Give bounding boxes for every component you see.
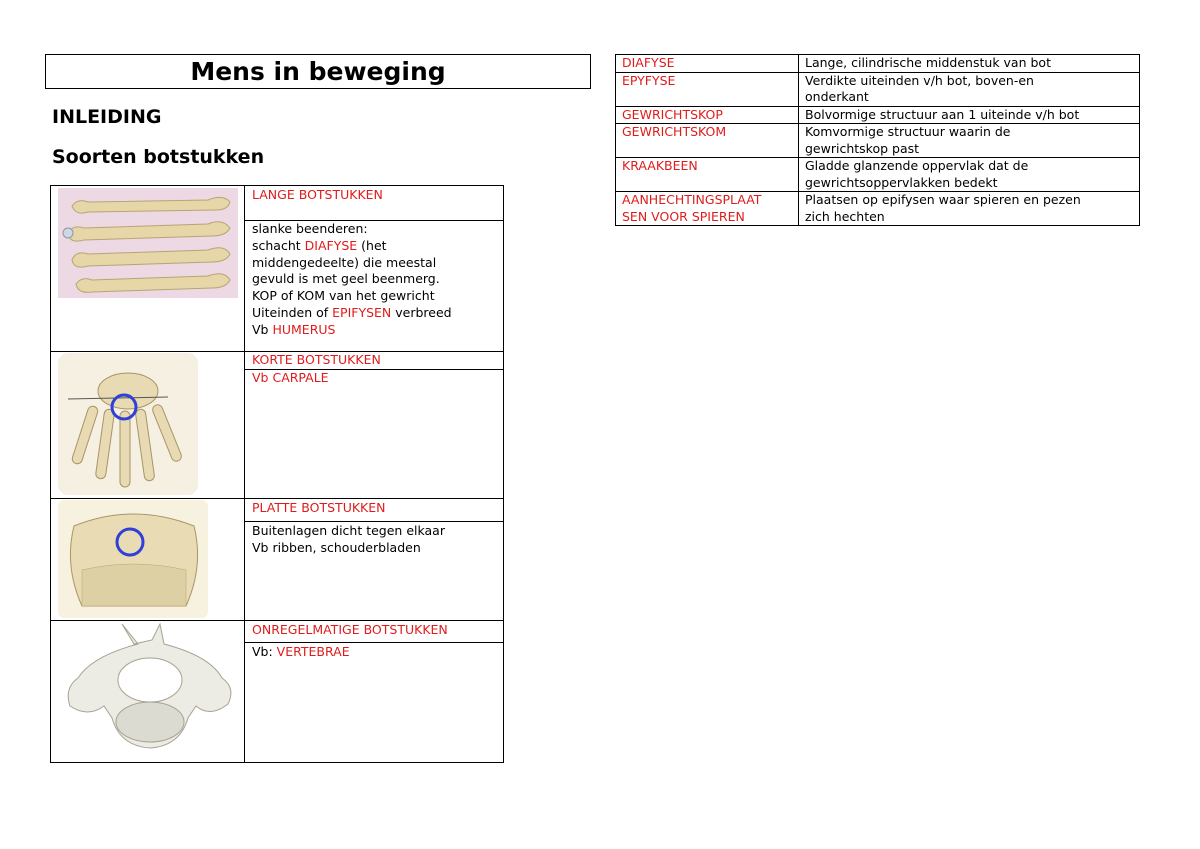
term-highlight: EPIFYSEN bbox=[332, 304, 392, 320]
hand-bones-image bbox=[58, 353, 198, 495]
glossary-term: DIAFYSE bbox=[616, 55, 799, 73]
description-line: Vb ribben, schouderbladen bbox=[252, 539, 421, 555]
bone-type-header: LANGE BOTSTUKKEN bbox=[252, 187, 383, 202]
row-divider bbox=[50, 620, 504, 621]
table-row bbox=[616, 124, 1140, 158]
table-row bbox=[616, 158, 1140, 192]
table-column-divider bbox=[244, 185, 245, 763]
description-line: Buitenlagen dicht tegen elkaar bbox=[252, 523, 445, 538]
table-border-bottom bbox=[50, 762, 504, 763]
bone-type-header: ONREGELMATIGE BOTSTUKKEN bbox=[252, 622, 448, 637]
term-highlight: DIAFYSE bbox=[304, 237, 358, 253]
table-row bbox=[616, 55, 1140, 73]
bone-type-header: PLATTE BOTSTUKKEN bbox=[252, 500, 386, 515]
subheading: Soorten botstukken bbox=[52, 146, 265, 168]
table-border-top bbox=[50, 185, 504, 186]
bone-type-header: KORTE BOTSTUKKEN bbox=[252, 352, 381, 367]
long-bones-image bbox=[58, 188, 238, 298]
glossary-definition: Komvormige structuur waarin de gewrichtskop past bbox=[799, 124, 1140, 158]
glossary-table bbox=[615, 54, 1140, 226]
description-line: middengedeelte) die meestal bbox=[252, 254, 437, 270]
description-line: KOP of KOM van het gewricht bbox=[252, 288, 435, 304]
bone-type-description: Vb CARPALE bbox=[252, 370, 329, 385]
description-line: schacht DIAFYSE (het bbox=[252, 237, 387, 253]
glossary-term: EPYFYSE bbox=[616, 72, 799, 106]
table-border-right bbox=[503, 185, 504, 763]
row-divider bbox=[50, 498, 504, 499]
description-line: gevuld is met geel beenmerg. bbox=[252, 271, 440, 287]
description-line: slanke beenderen: bbox=[252, 221, 368, 236]
bone-type-description bbox=[252, 523, 498, 557]
table-row bbox=[616, 72, 1140, 106]
table-row bbox=[616, 192, 1140, 226]
bone-types-table bbox=[50, 185, 504, 763]
glossary-term: KRAAKBEEN bbox=[616, 158, 799, 192]
term-highlight: CARPALE bbox=[272, 370, 329, 385]
description-line: Uiteinden of EPIFYSEN verbreed bbox=[252, 304, 452, 320]
glossary-term: GEWRICHTSKOM bbox=[616, 124, 799, 158]
bone-type-description: Vb: VERTEBRAE bbox=[252, 644, 350, 659]
table-border-left bbox=[50, 185, 51, 763]
glossary-term: GEWRICHTSKOP bbox=[616, 106, 799, 124]
skull-bone-image bbox=[58, 500, 208, 618]
glossary-definition: Lange, cilindrische middenstuk van bot bbox=[799, 55, 1140, 73]
section-heading: INLEIDING bbox=[52, 106, 162, 128]
document-title: Mens in beweging bbox=[45, 54, 591, 89]
row-divider bbox=[244, 642, 504, 643]
term-highlight: HUMERUS bbox=[272, 321, 336, 337]
description-line: Vb HUMERUS bbox=[252, 321, 336, 337]
table-row bbox=[616, 106, 1140, 124]
glossary-definition: Bolvormige structuur aan 1 uiteinde v/h bot bbox=[799, 106, 1140, 124]
term-highlight: VERTEBRAE bbox=[276, 644, 350, 659]
glossary-definition: Gladde glanzende oppervlak dat de gewrichtsoppervlakken bedekt bbox=[799, 158, 1140, 192]
bone-type-description bbox=[252, 221, 498, 339]
glossary-term: AANHECHTINGSPLAAT SEN VOOR SPIEREN bbox=[616, 192, 799, 226]
glossary-definition: Plaatsen op epifysen waar spieren en pezen zich hechten bbox=[799, 192, 1140, 226]
glossary-definition: Verdikte uiteinden v/h bot, boven-en onderkant bbox=[799, 72, 1140, 106]
vertebra-image bbox=[60, 622, 242, 760]
row-divider bbox=[244, 521, 504, 522]
